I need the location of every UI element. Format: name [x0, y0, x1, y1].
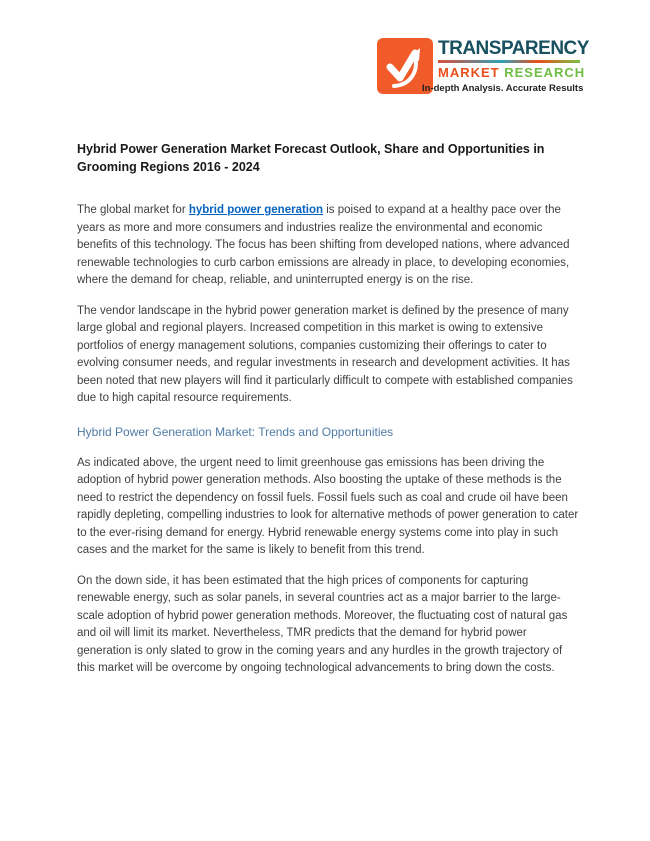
paragraph-1	[77, 202, 579, 290]
paragraph-1-text-after: is poised to expand at a healthy pace over the years as more and more consumers and industries realize the environmental and economic benefits of this technology. The focus has been shifting from developed nations, where advanced renewable technologies to curb carbon emissions are already in place, to developing economies, where the demand for cheap, reliable, and uninterrupted energy is on the rise.	[77, 204, 570, 286]
logo-subtitle-research: RESEARCH	[504, 65, 586, 80]
page-title: Hybrid Power Generation Market Forecast Outlook, Share and Opportunities in Grooming Regions 2016 - 2024	[77, 142, 545, 174]
logo-tagline: In-depth Analysis. Accurate Results	[422, 83, 584, 94]
paragraph-4: On the down side, it has been estimated that the high prices of components for capturing renewable energy, such as solar panels, in several countries act as a major barrier to the large-scale adoption of hybrid power generation methods. Moreover, the fluctuating cost of natural gas and oil will limit its market. Nevertheless, TMR predicts that the demand for hybrid power generation is only slated to grow in the coming years and any hurdles in the growth trajectory of this market will be overcome by ongoing technological advancements to bring down the costs.	[77, 574, 568, 674]
logo-title: TRANSPARENCY	[438, 38, 589, 59]
logo-subtitle	[438, 65, 586, 80]
section-heading-trends-opportunities: Hybrid Power Generation Market: Trends and Opportunities	[77, 424, 394, 439]
tmr-logo	[377, 38, 589, 94]
document-body	[77, 140, 579, 691]
paragraph-2: The vendor landscape in the hybrid power generation market is defined by the presence of many large global and regional players. Increased competition in this market is owing to extensive portfolios of energy management solutions, companies customizing their offerings to cater to evolving consumer needs, and regular investments in research and development activities. It has been noted that new players will find it particularly difficult to compete with established companies due to high capital resource requirements.	[77, 304, 573, 404]
paragraph-1-text-before: The global market for	[77, 204, 189, 216]
logo-subtitle-market: MARKET	[438, 65, 500, 80]
logo-divider	[438, 60, 580, 63]
paragraph-3: As indicated above, the urgent need to limit greenhouse gas emissions has been driving the adoption of hybrid power generation methods. Also boosting the uptake of these methods is the need to restrict the dependency on fossil fuels. Fossil fuels such as coal and crude oil have been rapidly depleting, compelling industries to look for alternative methods of power generation to cater to the ever-rising demand for energy. Hybrid renewable energy systems come into play in such cases and the market for the same is likely to benefit from this trend.	[77, 456, 579, 556]
tmr-logo-text	[422, 38, 589, 94]
hybrid-power-generation-link[interactable]: hybrid power generation	[188, 204, 324, 216]
